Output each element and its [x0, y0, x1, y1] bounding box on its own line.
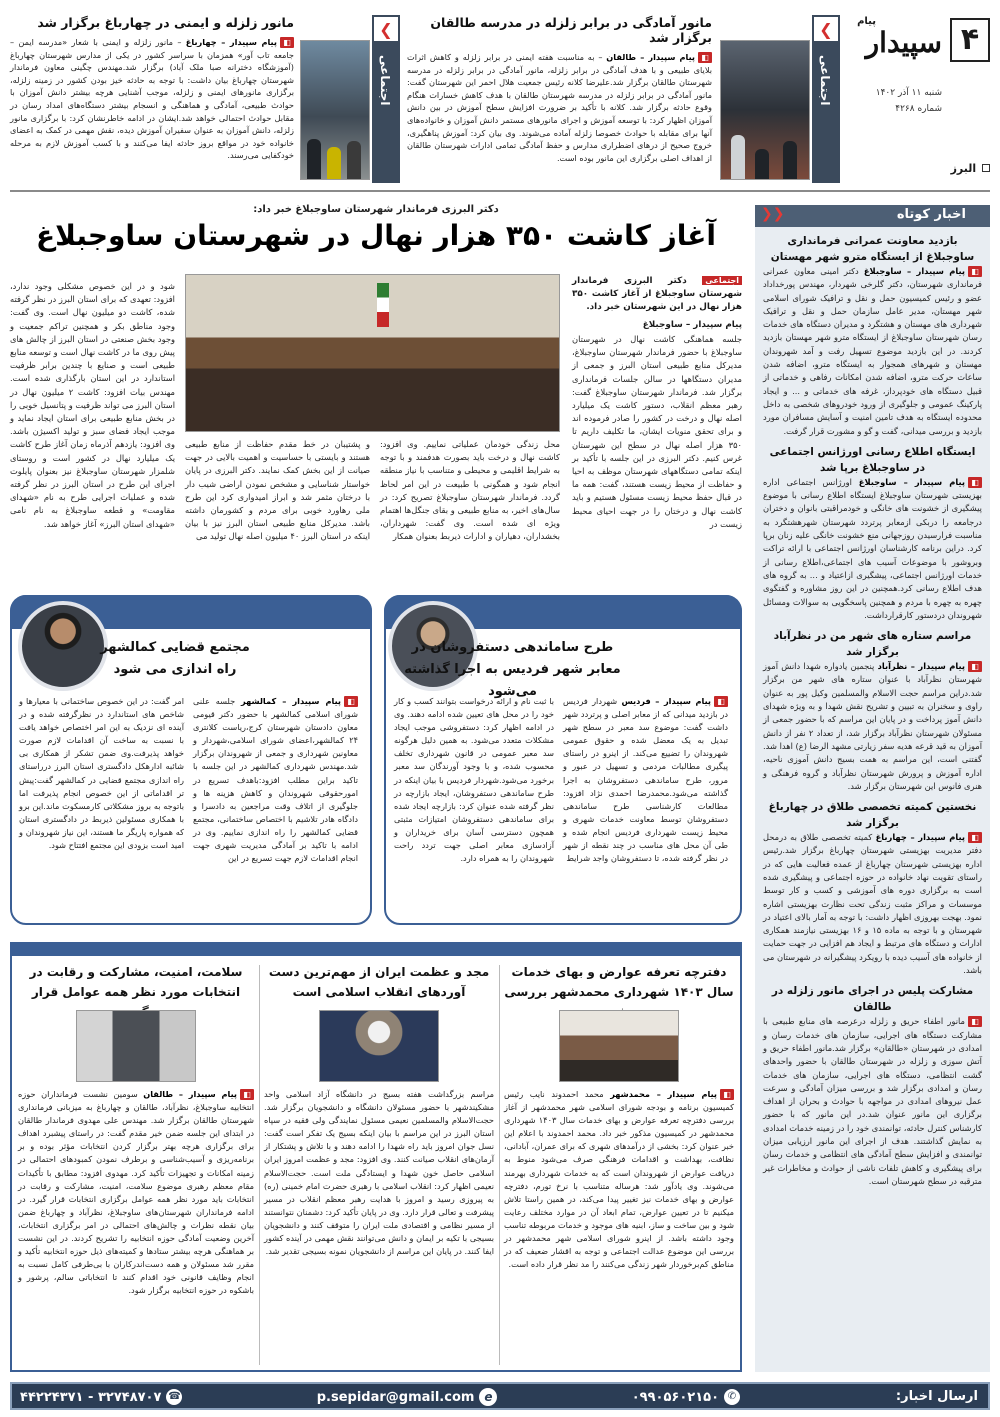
footer-email-address[interactable]: p.sepidar@gmail.com	[316, 1389, 475, 1405]
box-right-col1: ◧پیام سپیدار – فردیس شهردار فردیس در بازدید میدانی که از معابر اصلی و پرتردد شهر داشت گفت: موضوع سد معبر در سطح شهر تبدیل به یک معضل شده و حقوق عمومی شهروندان را تضییع می‌کند. از اینرو در راستای پیگیری مطالبات مردمی و تسهیل در عبور و مرور، طرح ساماندهی دستفروشان به اجرا گذاشته می‌شود.محمدرضا احمدی نژاد افزود: مطالعات کارشناسی طرح ساماندهی دستفروشان توسط معاونت خدمات شهری و محیط زیست شهرداری فردیس انجام شده و طی آن محل های مناسب در چند نقطه از شهر در نظر گرفته شده، تا دستفروشان واجد شرایط	[563, 696, 728, 864]
top-story-2	[10, 15, 294, 162]
bottom-divider-2	[259, 965, 260, 1365]
sidebar-header	[755, 205, 990, 227]
news-icon: ◧	[968, 477, 982, 488]
logo-main: سپیدار	[865, 26, 942, 59]
news-icon: ◧	[968, 832, 982, 843]
footer-landline	[20, 1389, 182, 1405]
main-story-summary: دکتر البرزی فرماندار شهرستان ساوجبلاغ از آغاز کاشت ۳۵۰ هزار نهال در این شهرستان خبر داد.	[572, 276, 742, 312]
main-story-col-1	[572, 274, 742, 531]
bottom-story-2-photo	[319, 1010, 439, 1082]
box-left-col1: ◧پیام سپیدار – کمالشهر جلسه علنی شورای اسلامی کمالشهر با حضور دکتر قیومی معاون دادستان شهرستان کرج،ریاست کلانتری ۲۴ کمالشهر،اعضای شورای اسلامی،شهردار و معاونین شهرداری و جمعی از شهروندان برگزار شد.مهندس شهرداری کمالشهر در این جلسه با تاکید براین مطلب افزود:باهدف تسریع در امورحقوقی شهروندان و کاهش هزینه ها و جلوگیری از اتلاف وقت مراجعین به دادسرا و دادگاه هادر تلاشیم با اختصاص ساختمانی، مجتمع قضایی کمالشهر را راه اندازی نماییم. وی در ادامه با تاکید بر آمادگی مدیریت شهری جهت انجام اقدامات لازم جهت تسریع در این	[193, 696, 358, 864]
main-story-col2-text: محل زندگی خودمان عملیاتی نماییم. وی افزود: کاشت نهال و درخت باید بصورت هدفمند و با توجه به شرایط اقلیمی و محیطی و متناسب با نیاز منطقه انجام شود و همگونی با طبیعت در این امر لحاظ گردد. فرماندار شهرستان ساوجبلاغ تصریح کرد: در سال‌های اخیر، به منابع طبیعی و بقای جنگل‌ها اهتمام ویژه ای شده است. وی گفت: شهرداران، بخشداران، دهیاران و ادارات ذیربط بعنوان همکار	[380, 439, 560, 542]
news-icon: ◧	[968, 1016, 982, 1027]
region-label: البرز	[950, 162, 977, 175]
logo	[842, 16, 942, 66]
main-story-col3-text: و پشتیبان در خط مقدم حفاظت از منابع طبیعی هستند و بایستی با حساسیت و اهمیت بالایی در جهت صیانت از این بخش کمک نمایند. دکتر البرزی در پایان خواستار شناسایی و مشخص نمودن اراضی شیب دار با درختان مثمر شد و ابراز امیدواری کرد این طرح ملی رهاورد خوبی برای مردم و کشورمان داشته باشد. مدیرکل منابع طبیعی استان البرز نیز با بیان اینکه در استان البرز ۴۰ میلیون اصله نهال تولید می	[185, 439, 370, 542]
bottom-story-2	[264, 962, 494, 1258]
section-tag: اجتماعی	[702, 276, 742, 285]
sidebar-item-body: ◧پیام سپیدار – چهارباغ کمیته تخصصی طلاق به درمحل دفتر مدیریت بهزیستی شهرستان چهارباغ برگزار شد.رئیس اداره بهزیستی شهرستان چهارباغ از عمده فعالیت هایی که در راستای تقویت نهاد خانواده در حوزه اجتماعی و پیشگیری شده است به برگزاری دوره های آموزشی و کسب و کار توسط موسسات و مراکز مثبت زندگی تحت نظارت بهزیستی اشاره نمود. بهجت بهروزی اظهار داشت: با توجه به آمار بالای اعتیاد در شهرستان و با توجه به ماده ۱۵ و ۱۶ بهزیستی نیازمند همکاری ادارات و دستگاه های مرتبط و ایجاد هم افزایی در جهت حمایت از خانواده های آسیب دیده با رویکرد پیشگیرانه در شهرستان می باشد.	[763, 832, 982, 976]
sidebar	[755, 205, 990, 1372]
double-chevron-icon: ❮❮	[761, 206, 785, 222]
sidebar-item-body: ◧پیام سپیدار – ساوجبلاغ اورژانس اجتماعی اداره بهزیستی شهرستان ساوجبلاغ ایستگاه اطلاع رسانی با موضوع پیشگیری از خشونت های خانگی و خودمراقبتی بانوان و دختران درجامعه را دربکی ازمعابر پرتردد شهرستان شهرهشتگرد به مناسبت فرارسیدن روزجهانی منع خشونت خانگی علیه زنان برپا کرد. دراین برنامه کارشناسان اورژانس اجتماعی با ارائه تراکت وبروشور با موضوعات آسیب های اجتماعی،اطلاع رسانی از خدمات اورژانس اجتماعی، پیشگیری ازاعتیاد و ... به گروه های هدف اطلاع رسانی کرد.همچنین در این روز مشاوره و گفتگوی چهره به چهره با مردم و همچنین پاسخگویی به سوالات ومسائل شهروندان دردستور کارقرارداشت.	[763, 476, 982, 620]
logo-small: پیام	[857, 16, 876, 27]
main-story-headline: آغاز کاشت ۳۵۰ هزار نهال در شهرستان ساوجبلاغ	[36, 219, 716, 252]
main-story	[10, 204, 742, 576]
footer-email	[317, 1388, 498, 1406]
section-bar-1	[812, 15, 840, 183]
news-icon: ◧	[280, 37, 294, 48]
sidebar-item-title: مراسم ستاره های شهر من در نظرآباد برگزار شد	[773, 630, 972, 659]
box-left-col2: امر گفت: در این خصوص ساختمانی با معیارها و شاخص های استاندارد در نظرگرفته شده و در آینده ای نزدیک به این امر اختصاص خواهد یافت با نسبت به ساخت آن اقدامات لازم صورت خواهد پذیرفت.وی ضمن تشکر از همکاری بی شائبه ادارهکل دادگستری استان البرز درراستای راه اندازی مجتمع قضایی در کمالشهر گفت:پیش تر اقداماتی از این خصوص انجام پذیرفت اما باتوجه به بروز مشکلاتی کارمسکوت ماند.این برو با همکاری مسئولین ذیربط در دادگستری استان که همواره پاریگر ما هستند، این نیاز شهروندان و امید است بزودی این مجتمع افتتاح شود.	[19, 696, 184, 851]
list-item	[763, 799, 982, 977]
sidebar-item-body: ◧مانور اطفاء حریق و زلزله درعرصه های منابع طبیعی با مشارکت دستگاه های اجرایی، سازمان های خدمات رسان و امدادی در شهرستان «طالقان» برگزار شد.مانور اطفاء حریق و آتش سوزی و زلزله در شهرستان طالقان با حضور واحدهای گشت انتظامی، دستگاه های اجرایی، سازمان های خدمات رسان و امدادی برگزار شد و بررسی میزان آمادگی و سرعت عمل نیروهای امدادی در مواجهه با حوادث و بحران از اهداف برگزاری این مانور عنوان شد.در این مانور که با حضور کارشناس کنترل حادثه، توانمندی خود را در زمینه خدمات امدادی به نمایش گذاشتند. هدف از اجرای این مانور ارزیابی میزان توانمندی و افزایش سطح آمادگی های انتظامی و خدمات رسان برای پیشگیری و کاهش تلفات ناشی از حوادث و مخاطرات غیر مترقبه در سطح شهرستان است.	[763, 1016, 982, 1186]
news-icon: ◧	[698, 52, 712, 63]
top-story-1-headline: مانور آمادگی در برابر زلزله در مدرسه طالقان برگزار شد	[430, 15, 712, 45]
email-icon: e	[479, 1388, 497, 1406]
bottom-story-3-photo	[76, 1010, 196, 1082]
top-story-1-photo	[720, 40, 810, 180]
bottom-story-2-headline: مجد و عظمت ایران از مهم‌ترین دست آوردهای انقلاب اسلامی است	[268, 965, 490, 999]
arrow-icon: ❯	[372, 15, 400, 43]
box-left-headline: مجتمع قضایی کمالشهر راه اندازی می شود	[100, 640, 250, 677]
phone-icon: ☎	[166, 1389, 182, 1405]
main-story-col4-text: شود و در این خصوص مشکلی وجود ندارد، افزود: تعهدی که برای استان البرز در نظر گرفته شده، کاشت دو میلیون نهال است. وی گفت: وجود مناطق بکر و همچنین تراکم جمعیت و وجود بخش صنعتی در استان البرز از چالش های پیش روی ما در کاشت نهال است و توسعه منابع طبیعی است و صنایع با چندین برابر ظرفیت استاندارد در این استان بارگذاری شده است. مهندس بیات افزود: کاشت ۲ میلیون نهال در استان البرز می تواند ظرفیت و پتانسیل خوبی را در بخش منابع طبیعی برای استان ایجاد نماید و موجب ایجاد فضای سبز و تولید اکسیژن باشد. وی افزود: یازدهم آذرماه زمان آغاز طرح کاشت یک میلیارد نهال در کشور است و روستای شلمزار شهرستان ساوجبلاغ نیز بعنوان پایلوت اجرای این طرح در استان البرز در نظر گرفته شده و عملیات اجرایی طرح به نام «شهدای مقاومت» و قطعه ساوجبلاغ به نام نامی «شهدای استان البرز» آغاز خواهد شد.	[10, 281, 175, 529]
main-story-col1-text: جلسه هماهنگی کاشت نهال در شهرستان ساوجبلاغ با حضور فرماندار شهرستان ساوجبلاغ، مدیرکل منابع طبیعی استان البرز و جمعی از مدیران دستگاهها در سالن جلسات فرمانداری برگزار شد. فرماندار شهرستان ساوجبلاغ گفت: رهبر معظم انقلاب، دستور کاشت یک میلیارد اصله نهال و درخت در کشور را صادر فرموده اند و برای تحقق منویات ایشان، ما تکلیف داریم تا ۳۵۰ هزار اصله نهال در سطح این شهرستان غرس کنیم. دکتر البرزی در این جلسه با تأکید بر اینکه تمامی دستگاههای شهرستان موظف به احیا و حفاظت از محیط زیست هستند، گفت: همه ما در قبال حفظ محیط زیست مسئول هستیم و باید کاشت نهال و درختان را در جهت احیای محیط زیست در	[572, 334, 742, 529]
bottom-divider-1	[499, 965, 500, 1365]
masthead	[840, 12, 990, 182]
page-number: ۴	[950, 18, 990, 62]
sidebar-items	[755, 227, 990, 1188]
footer-mobile	[632, 1389, 740, 1405]
sidebar-item-body: ◧پیام سپیدار – ساوجبلاغ دکتر امینی معاون عمرانی فرمانداری شهرستان، دکتر گلرخی شهردار، مهندس پورخداداد عضو و رئیس کمیسیون حمل و نقل و ترافیک شورای اسلامی شهر مهستان، مدیر عامل سازمان حمل و نقل و ترافیک شهرداری های مهستان و هشتگرد و مدیران دستگاه های خدمات رسان شهرستان ساوجبلاغ از ایستگاه مترو شهر مهستان بازدید کردند. در این بازدید موضوع تسهیل رفت و آمد شهروندان مهستان و شهرهای همجوار به ایستگاه مترو، اضافه شدن ساعات حرکت مترو، اضافه شدن امکانات رفاهی و خدماتی از قبیل دستگاه های خودپرداز، غرفه های خدماتی و ... و ایجاد پارکینگ عمومی و جلوگیری از ورود خودروهای شخصی به داخل محدوده ایستگاه به هدف تامین امنیت و آسایش مسافران مورد بازدید و بررسی میدانی، گفت و گو و مشورت قرار گرفت.	[763, 266, 982, 436]
bottom-story-1-headline: دفترچه تعرفه عوارض و بهای خدمات سال ۱۴۰۳ شهرداری محمدشهر بررسی	[504, 965, 734, 999]
news-icon: ◧	[968, 266, 982, 277]
box-right-headline: طرح ساماندهی دستفروشان در معابر شهر فردیس به اجرا گذاشته می‌شود	[404, 640, 621, 699]
top-story-1	[407, 15, 712, 164]
sidebar-item-body: ◧پیام سپیدار – نظرآباد پنجمین یادواره شهدا دانش آموز شهرستان نظرآباد با عنوان ستاره های شهر من برگزار شد.دراین مراسم حجت الاسلام والمسلمین وکیل پور به عنوان راوی و سخنران به تبیین و تشریح نقش شهدا و به ویژه شهدای دانش آموز پرداخت و در پایان این مراسم که با حضور جمعی از مسئولان شهرستان نظرآباد برگزار شد، از تعداد ۲ نفر از دانش آموزان به قید قرعه هدیه سفر زیارتی مشهد الرضا (ع) اهدا شد. گفتنی است، این مراسم به همت بسیج دانش آموزی ناحیه، اداره آموزش و پرورش شهرستان نظرآباد و گروه فرهنگی و هنری فانوس این شهرستان برگزار شد.	[763, 661, 982, 791]
news-icon: ◧	[720, 1089, 734, 1100]
bottom-story-2-body: مراسم بزرگداشت هفته بسیج در دانشگاه آزاد اسلامی واحد مشکیندشهر با حضور مسئولان دانشگاه و دانشجویان برگزار شد. حجت‌الاسلام والمسلمین نعیمی مسئول نمایندگی ولی فقیه در سپاه استان البرز در این مراسم با بیان اینکه بسیج یک تفکر است گفت: نسل جوان امروز باید راه شهدا را ادامه دهند و با تلاش و پشتکار از آرمان‌های انقلاب صیانت کنند. وی افزود: مجد و عظمت امروز ایران اسلامی حاصل خون شهدا و ایستادگی ملت است. حجت‌الاسلام نعیمی اظهار کرد: انقلاب اسلامی با رهبری حضرت امام خمینی (ره) به پیروزی رسید و امروز با هدایت رهبر معظم انقلاب در مسیر پیشرفت و تعالی قرار دارد. وی در پایان تأکید کرد: دشمنان نتوانستند از مسیر نظامی و اقتصادی ملت ایران را متوقف کنند و دانشجویان بسیجی با تکیه بر ایمان و دانش می‌توانند نقش مهمی در آینده کشور ایفا کنند. در پایان این مراسم از دانشجویان نمونه بسیجی تقدیر شد.	[263, 1089, 494, 1257]
whatsapp-icon: ✆	[724, 1389, 740, 1405]
bottom-story-3	[18, 962, 254, 1298]
top-story-2-body: ◧پیام سپیدار – چهارباغ – مانور زلزله و ایمنی با شعار «مدرسه ایمن – جامعه تاب آور» همزمان با سراسر کشور در یکی از مدارس شهرستان چهارباغ (آموزشگاه دخترانه صبا ملک آباد) برگزار شد.مهندس چگینی معاون فرماندار شهرستان چهارباغ بیان داشت: با توجه به حادثه خیز بودن کشور در زمینه زلزله، برگزاری مانورهای ایمنی و زلزله، موجب آشنایی هرچه بیشتر دانش آموزان با حوادث طبیعی، آمادگی و هماهنگی و انسجام بیشتر دستگاه‌های امداد رسان در مقابل حوادث احتمالی خواهد شد.ایشان در ادامه خاطرنشان کرد: با برگزاری مانور زلزله، دانش آموزان به عنوان سفیران آموزش دیده، نقش مهمی در کمک به اعضای خانواده خود در مواقع بروز حادثه ایفا می‌کنند و با کسب آموزش لازم به مرحله خودکفایی می‌رسند.	[10, 37, 294, 161]
list-item	[763, 983, 982, 1188]
sidebar-title: اخبار کوتاه	[896, 207, 966, 222]
main-story-summary-box	[572, 274, 742, 314]
footer-contacts	[20, 1386, 740, 1408]
news-icon: ◧	[344, 696, 358, 707]
list-item	[763, 628, 982, 793]
sidebar-item-title: بازدید معاونت عمرانی فرمانداری ساوجبلاغ از ایستگاه مترو شهر مهستان	[770, 235, 975, 263]
top-divider	[10, 190, 990, 192]
section-label: اجتماعی	[818, 55, 832, 106]
region-icon	[982, 164, 990, 172]
issue-number: شماره ۴۲۶۸	[895, 104, 942, 114]
region	[951, 162, 990, 175]
box-right-col2: با ثبت نام و ارائه درخواست بتوانند کسب و کار خود را در محل های تعیین شده ادامه دهند. وی در ادامه اظهار کرد: دستفروشی موجب ایجاد مشکلات متعدد می‌شود. به همین دلیل هرگونه سد معبر عمومی در قانون شهرداری تخلف محسوب شده، و با وجود آورندگان سد معبر برخورد می‌شود.شهردار فردیس با بیان اینکه در طرح ساماندهی دستفروشان، ایجاد بازارچه در نظر گرفته شده عنوان کرد: بازارچه ایجاد شده برای ساماندهی دستفروشان امتیازات مثبتی همچون دسترسی آسان برای خریداران و آزادسازی معابر اصلی جهت تردد راحت شهروندان را به همراه دارد.	[394, 696, 554, 864]
bottom-story-1-body: ◧پیام سپیدار – محمدشهر محمد احمدوند نایب رئیس کمیسیون برنامه و بودجه شورای اسلامی شهر محمدشهر از آغاز بررسی دفترچه تعرفه عوارض و بهای خدمات سال ۱۴۰۳ شهرداری محمدشهر در کمیسیون مذکور خبر داد. محمد احمدوند با اعلام این خبر عنوان کرد: بخشی از درآمدهای شهری که برای عمران، آبادانی، نظافت، بهداشت و اقدامات فرهنگی صرف می‌شود منوط به دریافت عوارض از شهروندان است که به خدمات شهرداری بهرمند می‌شوند. وی یادآور شد: هرساله متناسب با نرخ تورم، دفترچه عوارض و بهای خدمات نیز تغییر پیدا می‌کند، در همین راستا تلاش میکنیم تا در تعیین عوارض، تمام ابعاد آن در موارد مختلف رعایت شود و بین ساخت و ساز، ابنیه های موجود و خدمات مربوطه تناسب وجود داشته باشد. از اینرو شورای اسلامی شهر محمدشهر در بررسی این موضوع عدالت اجتماعی و توجه به اقشار ضعیف که در مناطق کم‌برخوردار شهر زندگی می‌کنند را مد نظر قرار داده است.	[504, 1089, 734, 1270]
news-icon: ◧	[968, 661, 982, 672]
list-item	[763, 444, 982, 622]
bottom-story-3-body: ◧پیام سپیدار – طالقان سومین نشست فرمانداران حوزه انتخابیه ساوجبلاغ، نظرآباد، طالقان و چهارباغ به میزبانی فرمانداری شهرستان طالقان برگزار شد. مهندس علی مهدوی فرماندار طالقان در ابتدای این جلسه ضمن خیر مقدم گفت: در راستای پیشبرد اهداف برای برگزاری هرچه بهتر برگزار کردن انتخابات مؤثر بوده و بر برنامه‌ریزی و آسیب‌شناسی و برطرف نمودن کمبودهای احتمالی در زمینه امکانات و تجهیزات تأکید کرد. مهدوی افزود: مطابق با تأکیدات مقام معظم رهبری موضوع سلامت، امنیت، مشارکت و رقابت در انتخابات باید مورد نظر همه عوامل برگزاری انتخابات قرار گیرد. در ادامه فرمانداران شهرستان‌های ساوجبلاغ، نظرآباد و چهارباغ ضمن بیان نقطه نظرات و چالش‌های احتمالی در امر برگزاری انتخابات، آخرین وضعیت آمادگی حوزه انتخابیه را تشریح کردند. در این نشست بر هماهنگی هرچه بیشتر ستادها و کمیته‌های ذیل حوزه انتخابیه تأکید و مقرر شد مسئولان و همه دست‌اندرکاران با بی‌طرفی کامل نسبت به انجام وظایف قانونی خود اقدام کنند تا انتخاباتی سالم، پرشور و باشکوه در حوزه انتخابیه برگزار شود.	[18, 1089, 254, 1296]
list-item	[763, 233, 982, 438]
footer-label: ارسال اخبار:	[895, 1388, 978, 1404]
sidebar-item-title: نخستین کمیته تخصصی طلاق در چهارباغ برگزار شد	[768, 801, 977, 830]
box-left	[10, 595, 372, 925]
issue-date: شنبه ۱۱ آذر ۱۴۰۲	[875, 88, 942, 98]
top-story-2-photo	[300, 40, 370, 180]
bottom-story-1-photo	[559, 1010, 679, 1082]
footer-landline-number[interactable]: ۳۲۷۴۸۷۰۷ - ۴۴۲۲۴۳۷۱	[20, 1389, 162, 1405]
section-label-2: اجتماعی	[378, 55, 392, 106]
main-story-lead: پیام سپیدار – ساوجبلاغ	[642, 320, 742, 330]
footer-mobile-number[interactable]: ۰۹۹۰۵۶۰۲۱۵۰	[631, 1389, 719, 1405]
main-story-photo	[185, 274, 560, 432]
top-story-2-headline: مانور زلزله و ایمنی در چهارباغ برگزار شد	[37, 15, 294, 30]
main-story-kicker: دکتر البرزی فرماندار شهرستان ساوجبلاغ خبر داد:	[253, 204, 499, 215]
section-bar-2	[372, 15, 400, 183]
arrow-icon: ❯	[812, 15, 840, 43]
news-icon: ◧	[714, 696, 728, 707]
bottom-story-1	[504, 962, 734, 1271]
flag-icon	[377, 283, 389, 327]
sidebar-item-title: ایستگاه اطلاع رسانی اورژانس اجتماعی در ساوجبلاغ برپا شد	[769, 445, 976, 474]
top-story-1-body: ◧پیام سپیدار – طالقان – به مناسبت هفته ایمنی در برابر زلزله و کاهش اثرات بلایای طبیعی و با هدف آمادگی در برابر زلزله، مانور آمادگی در برابر زلزله در مدرسه شهرستان طالقان برگزار شد.علیرضا کلانه رئیس جمعیت هلال احمر این شهرستان گفت: مانور آمادگی در برابر زلزله در مدرسه شهرستان طالقان با هدف کاهش خسارات هنگام وقوع حادثه برگزار شد. کلانه با تأکید بر ضرورت افزایش سطح آموزش در بین دانش آموزان اظهار کرد: با توسعه آموزش و اجرای مانورهای مستمر دانش آموزان و خانواده‌های آنها برای مقابله با حوادث خصوصا زلزله آماده می‌شوند. وی بیان کرد: آموزش پناهگیری، خروج صحیح از درهای اضطراری مدارس و حفظ آمادگی تمامی ادارات شهرستان طالقان از اهداف اصلی برگزاری این مانور بوده است.	[407, 52, 712, 163]
box-right	[384, 595, 742, 925]
sidebar-item-title: مشارکت پلیس در اجرای مانور زلزله در طالقان	[771, 985, 974, 1014]
bottom-story-3-headline: سلامت، امنیت، مشارکت و رقابت در انتخابات مورد نظر همه عوامل قرار	[29, 965, 243, 999]
news-icon: ◧	[240, 1089, 254, 1100]
